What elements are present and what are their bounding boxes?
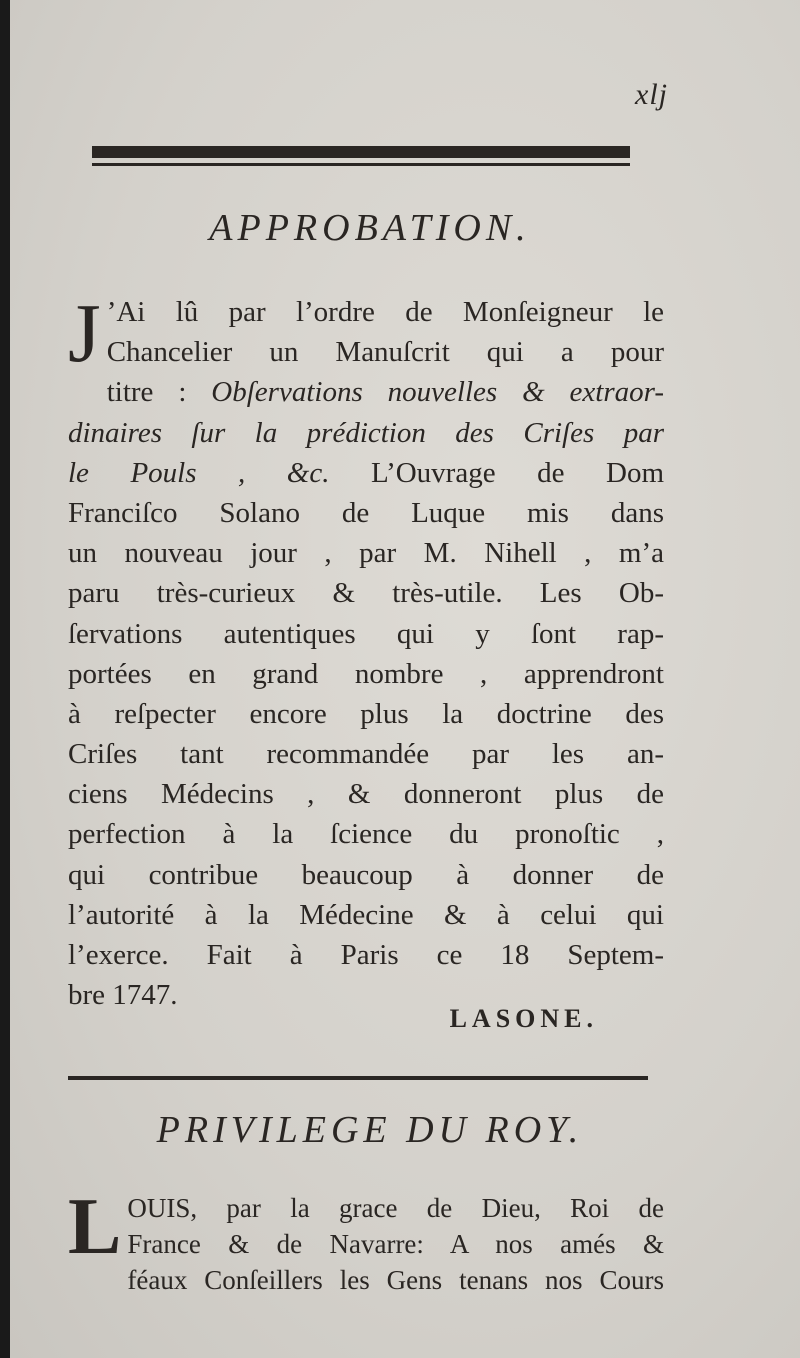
text-line: qui contribue beaucoup à donner de (68, 858, 664, 891)
privilege-text (68, 1183, 664, 1300)
title-italic: le Pouls , &c. (68, 456, 330, 489)
text-line: paru très-curieux & très-utile. Les Ob- (68, 577, 664, 610)
text-line (107, 372, 664, 412)
drop-cap: L (68, 1183, 122, 1271)
text-line: ciens Médecins , & donneront plus de (68, 778, 664, 811)
text-line: Criſes tant recommandée par les an- (68, 738, 664, 771)
title-italic: Obſervations nouvelles & extraor- (211, 376, 664, 409)
section-rule (68, 1076, 648, 1080)
text-line: Franciſco Solano de Luque mis dans (68, 496, 664, 529)
text-line (68, 453, 664, 493)
text-line: ’Ai lû par l’ordre de Monſeigneur le (106, 296, 664, 328)
text-line: OUIS, par la grace de Dieu, Roi de (127, 1193, 664, 1223)
text-line: l’autorité à la Médecine & à celui qui (68, 898, 664, 931)
text-line: à reſpecter encore plus la doctrine des (68, 697, 664, 730)
text-line: l’exerce. Fait à Paris ce 18 Septem- (68, 939, 664, 971)
text-line: féaux Conſeillers les Gens tenans nos Cours (127, 1265, 664, 1295)
approbation-heading: APPROBATION. (209, 207, 531, 249)
text-line: perfection à la ſcience du pronoſtic , (68, 818, 664, 851)
text-line: portées en grand nombre , apprendront (68, 657, 664, 690)
book-page (10, 0, 800, 1358)
signature: LASONE. (449, 1004, 598, 1033)
text-line: un nouveau jour , par M. Nihell , m’a (68, 537, 664, 570)
text-line: bre 1747. (68, 979, 178, 1012)
text-line: ſervations autentiques qui y ſont rap- (68, 617, 664, 650)
text-line: France & de Navarre: A nos amés & (127, 1229, 664, 1259)
title-italic-line: dinaires ſur la prédiction des Criſes par (68, 416, 664, 449)
text-span: titre : (106, 376, 212, 409)
ornamental-rule-thin (92, 163, 630, 166)
approbation-text (68, 287, 664, 1012)
ornamental-rule (92, 146, 630, 158)
drop-cap: J (68, 287, 101, 380)
page-number: xlj (635, 78, 668, 111)
privilege-heading: PRIVILEGE DU ROY. (156, 1109, 584, 1151)
text-line: Chancelier un Manuſcrit qui a pour (106, 336, 664, 369)
text-span: L’Ouvrage de Dom (329, 456, 664, 489)
